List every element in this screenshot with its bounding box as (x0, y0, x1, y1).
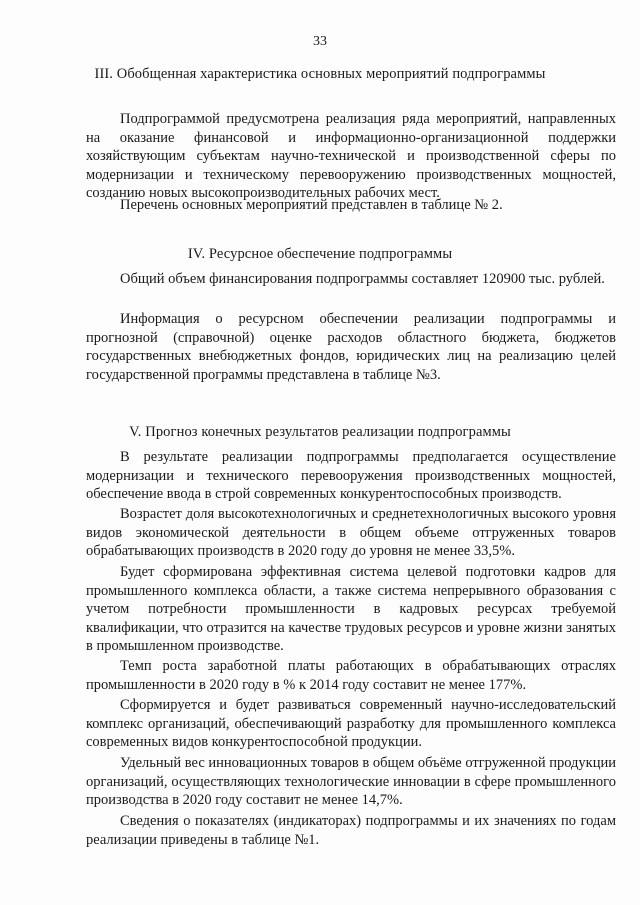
section-3-paragraph-2: Перечень основных мероприятий представлен в таблице № 2. (120, 197, 503, 213)
section-5-paragraph-4: Темп роста заработной платы работающих в обрабатывающих отраслях промышленности в 2020 году в % к 2014 году составит не менее 177%. (86, 658, 616, 693)
page-number: 33 (313, 34, 327, 49)
section-5-paragraph-5: Сформируется и будет развиваться современный научно-исследовательский комплекс организаций, обеспечивающий разработку для промышленного комплекса современных видов конкурентоспособной продукции. (86, 697, 616, 751)
section-3-paragraph-1: Подпрограммой предусмотрена реализация ряда мероприятий, направленных на оказание финансовой и информационно-организационной поддержки хозяйствующим субъектам научно-технической и производственной сферы по модернизации и техническому перевооружению производственных мощностей, созданию новых высокопроизводительных рабочих мест. (86, 111, 616, 202)
section-5-paragraph-7: Сведения о показателях (индикаторах) подпрограммы и их значениях по годам реализации приведены в таблице №1. (86, 813, 616, 848)
section-4-paragraph-1: Общий объем финансирования подпрограммы составляет 120900 тыс. рублей. (120, 271, 605, 287)
section-5-heading: V. Прогноз конечных результатов реализации подпрограммы (129, 424, 511, 440)
section-5-paragraph-2: Возрастет доля высокотехнологичных и среднетехнологичных высокого уровня видов экономической деятельности в общем объеме отгруженных товаров обрабатывающих производств в 2020 году до уровня не менее 33,5%. (86, 506, 616, 560)
section-3-heading: III. Обобщенная характеристика основных мероприятий подпрограммы (94, 66, 546, 82)
section-5-paragraph-6: Удельный вес инновационных товаров в общем объёме отгруженной продукции организаций, осуществляющих технологические инновации в сфере промышленного производства в 2020 году составит не менее 14,7%. (86, 755, 616, 809)
section-5-paragraph-3: Будет сформирована эффективная система целевой подготовки кадров для промышленного комплекса области, а также система непрерывного образования с учетом потребности промышленности в кадровых ресурсах требуемой квалификации, что отразится на качестве трудовых ресурсов и уровне жизни занятых в промышленном производстве. (86, 564, 617, 655)
section-4-paragraph-2: Информация о ресурсном обеспечении реализации подпрограммы и прогнозной (справочной) оценке расходов областного бюджета, бюджетов государственных внебюджетных фондов, юридических лиц на реализацию целей государственной программы представлена в таблице №3. (86, 311, 616, 383)
section-4-heading: IV. Ресурсное обеспечение подпрограммы (187, 246, 453, 262)
section-5-paragraph-1: В результате реализации подпрограммы предполагается осуществление модернизации и технического перевооружения производственных мощностей, обеспечение ввода в строй современных конкурентоспособных производств. (86, 449, 616, 503)
